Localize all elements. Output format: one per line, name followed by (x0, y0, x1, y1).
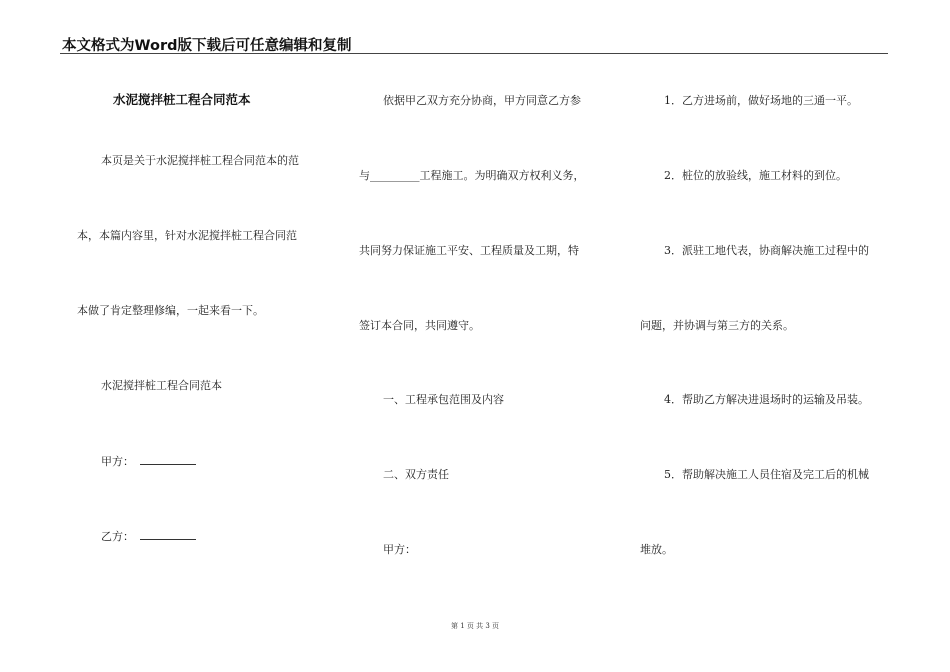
party-a-label-2: 甲方： (383, 543, 416, 556)
clause-line-1: 依据甲乙双方充分协商，甲方同意乙方参 (383, 94, 581, 107)
clause-line-4: 签订本合同，共同遵守。 (359, 319, 480, 332)
duty-item-3-cont: 问题，并协调与第三方的关系。 (640, 319, 794, 332)
header-divider (60, 53, 888, 54)
party-b-label: 乙方： (101, 530, 134, 543)
duty-item-3: 3．派驻工地代表，协商解决施工过程中的 (664, 244, 869, 257)
document-title: 水泥搅拌桩工程合同范本 (113, 92, 251, 107)
duty-item-5-cont: 堆放。 (640, 543, 673, 556)
party-b-blank (140, 529, 196, 540)
duty-item-2: 2．桩位的放验线，施工材料的到位。 (664, 169, 847, 182)
intro-line-2: 本，本篇内容里，针对水泥搅拌桩工程合同范 (77, 229, 297, 242)
party-a-label: 甲方： (101, 455, 134, 468)
duty-item-1: 1．乙方进场前，做好场地的三通一平。 (664, 94, 858, 107)
party-b-field (101, 529, 196, 544)
section-heading-1: 一、工程承包范围及内容 (383, 393, 504, 406)
page-number: 第 1 页 共 3 页 (450, 622, 500, 630)
intro-line-3: 本做了肯定整理修编，一起来看一下。 (77, 304, 264, 317)
clause-line-2: 与_________工程施工。为明确双方权利义务， (359, 169, 585, 182)
clause-line-3: 共同努力保证施工平安、工程质量及工期，特 (359, 244, 579, 257)
party-a-blank (140, 454, 196, 465)
contract-subtitle: 水泥搅拌桩工程合同范本 (101, 379, 222, 392)
party-a-field (101, 454, 196, 469)
document-banner: 本文格式为Word版下载后可任意编辑和复制 (62, 38, 352, 54)
intro-line-1: 本页是关于水泥搅拌桩工程合同范本的范 (101, 154, 299, 167)
duty-item-5: 5．帮助解决施工人员住宿及完工后的机械 (664, 468, 869, 481)
duty-item-4: 4．帮助乙方解决进退场时的运输及吊装。 (664, 393, 869, 406)
section-heading-2: 二、双方责任 (383, 468, 449, 481)
